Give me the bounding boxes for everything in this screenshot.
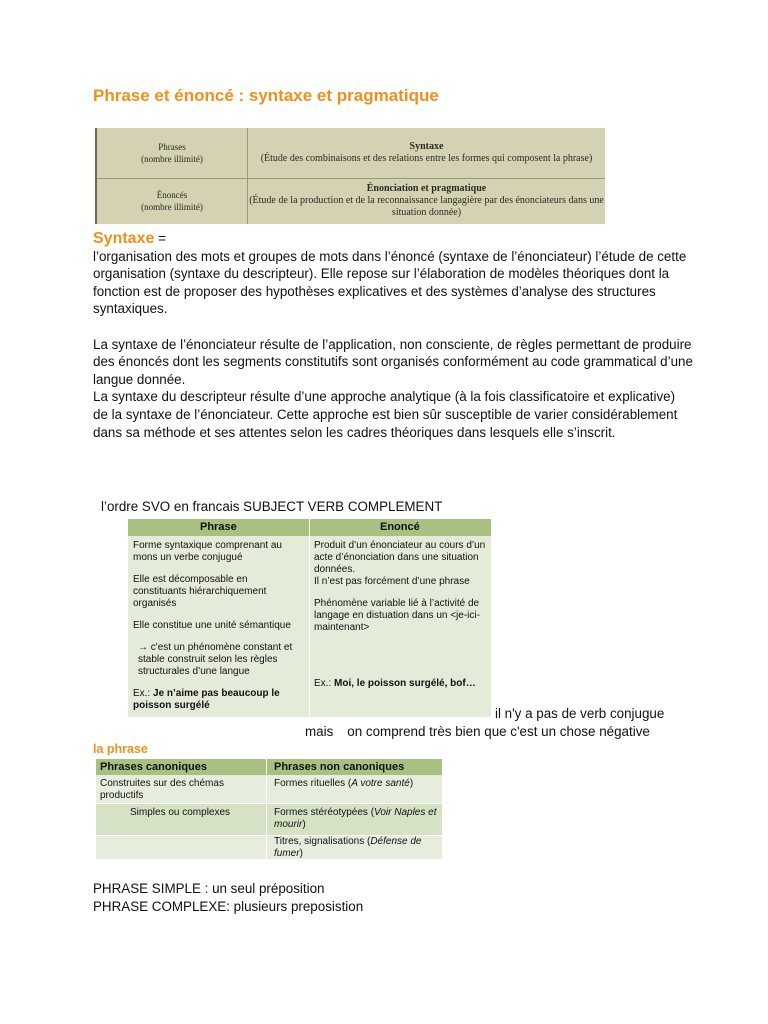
note-line xyxy=(305,724,664,739)
row-title: Énonciation et pragmatique xyxy=(366,183,487,194)
list-item: Il n’est pas forcément d’une phrase xyxy=(314,576,470,587)
table-cell: Simples ou complexes xyxy=(130,807,231,818)
example-enonce: Moi, le poisson surgélé, bof… xyxy=(334,678,476,689)
la-phrase-heading: la phrase xyxy=(93,742,148,756)
list-item: Elle est décomposable en constituants hiérarchiquement organisés xyxy=(133,574,267,609)
list-item: → c'est un phénomène constant et stable construit selon les règles structurales d’une langue xyxy=(138,642,293,677)
syntaxe-paragraph-1: l’organisation des mots et groupes de mots dans l’énoncé (syntaxe de l’énonciateur) l’étude de cette organisation (syntaxe du descripteur). Elle repose sur l’élaboration de modèles théoriques dont la fonction est de proposer des hypothèses explicatives et des systèmes d’analyse des structures syntaxiques. xyxy=(93,248,687,317)
example-phrase: Je n’aime pas beaucoup le poisson surgélé xyxy=(133,688,280,711)
list-item: Produit d’un énonciateur au cours d’un acte d’énonciation dans une situation données. xyxy=(314,540,486,575)
row-description: (Étude de la production et de la reconnaissance langagière par des énonciateurs dans une situation donnée) xyxy=(249,195,604,218)
note-rest: on comprend très bien que c'est un chose négative xyxy=(347,724,650,739)
row-title: Syntaxe xyxy=(409,141,444,152)
row-label: Phrases xyxy=(158,142,186,152)
list-item: Phénomène variable lié à l’activité de langage en distuation dans un <je-ici-maintenant> xyxy=(314,598,480,633)
canonical-phrases-table xyxy=(96,759,442,859)
syntaxe-heading: Syntaxe xyxy=(93,230,155,247)
list-item: Elle constitue une unité sémantique xyxy=(133,620,291,631)
svo-line: l’ordre SVO en francais SUBJECT VERB COMPLEMENT xyxy=(101,499,443,514)
syntax-pragmatics-table-image xyxy=(95,128,605,224)
header-canoniques: Phrases canoniques xyxy=(100,761,207,773)
table-cell: Titres, signalisations (Défense de fumer) xyxy=(274,836,422,859)
table-row xyxy=(97,178,605,224)
table-header xyxy=(96,759,442,775)
syntaxe-paragraph-2: La syntaxe de l’énonciateur résulte de l’application, non consciente, de règles permettant de produire des énoncés dont les segments constitutifs sont organisés conformément au code grammatical d’une langue donnée. xyxy=(93,336,693,387)
header-non-canoniques: Phrases non canoniques xyxy=(274,761,405,773)
header-phrase: Phrase xyxy=(200,521,237,533)
row-sublabel: (nombre illimité) xyxy=(141,154,203,164)
row-description: (Étude des combinaisons et des relations entre les formes qui composent la phrase) xyxy=(260,153,593,164)
table-cell: Formes stéréotypées (Voir Naples et mourir) xyxy=(274,807,437,830)
phrase-column: Forme syntaxique comprenant au mons un verbe conjugué Elle est décomposable en constituants hiérarchiquement organisés Elle constitue une unité sémantique → c'est un phénomène constant et stable construit selon les règles structurales d’une langue Ex.: Je n’aime pas beaucoup le poisson surgélé xyxy=(133,540,303,721)
table-cell: Construites sur des chémas productifs xyxy=(100,778,224,801)
note-no-verb: il n'y a pas de verb conjugue xyxy=(495,706,665,721)
page-title: Phrase et énoncé : syntaxe et pragmatique xyxy=(93,86,439,105)
row-sublabel: (nombre illimité) xyxy=(141,202,203,212)
list-item: Forme syntaxique comprenant au mons un verbe conjugué xyxy=(133,540,282,563)
syntaxe-paragraph-3: La syntaxe du descripteur résulte d’une approche analytique (à la fois classificatoire et explicative) de la syntaxe de l’énonciateur. Cette approche est bien sûr susceptible de varier considérablement dans sa méthode et ses attentes selon les cadres théoriques dans lesquels elle s’inscrit. xyxy=(93,389,678,440)
table-row xyxy=(97,128,605,179)
table-cell: Formes rituelles (A votre santé) xyxy=(274,778,414,789)
syntaxe-section xyxy=(93,230,693,441)
enonce-column: Produit d’un énonciateur au cours d’un acte d’énonciation dans une situation données. Il n’est pas forcément d’une phrase Phénomène variable lié à l’activité de langage en distuation dans un <je-ici-maintenant> Ex.: Moi, le poisson surgélé, bof… xyxy=(314,540,486,689)
phrase-enonce-table xyxy=(128,519,491,717)
header-enonce: Enoncé xyxy=(380,521,420,533)
row-label: Énoncés xyxy=(156,190,188,200)
note-mais: mais xyxy=(305,724,334,739)
phrase-complexe: PHRASE COMPLEXE: plusieurs preposistion xyxy=(93,899,364,914)
syntaxe-equals: = xyxy=(154,231,166,246)
phrase-simple: PHRASE SIMPLE : un seul préposition xyxy=(93,881,325,896)
phrase-types xyxy=(93,880,363,916)
